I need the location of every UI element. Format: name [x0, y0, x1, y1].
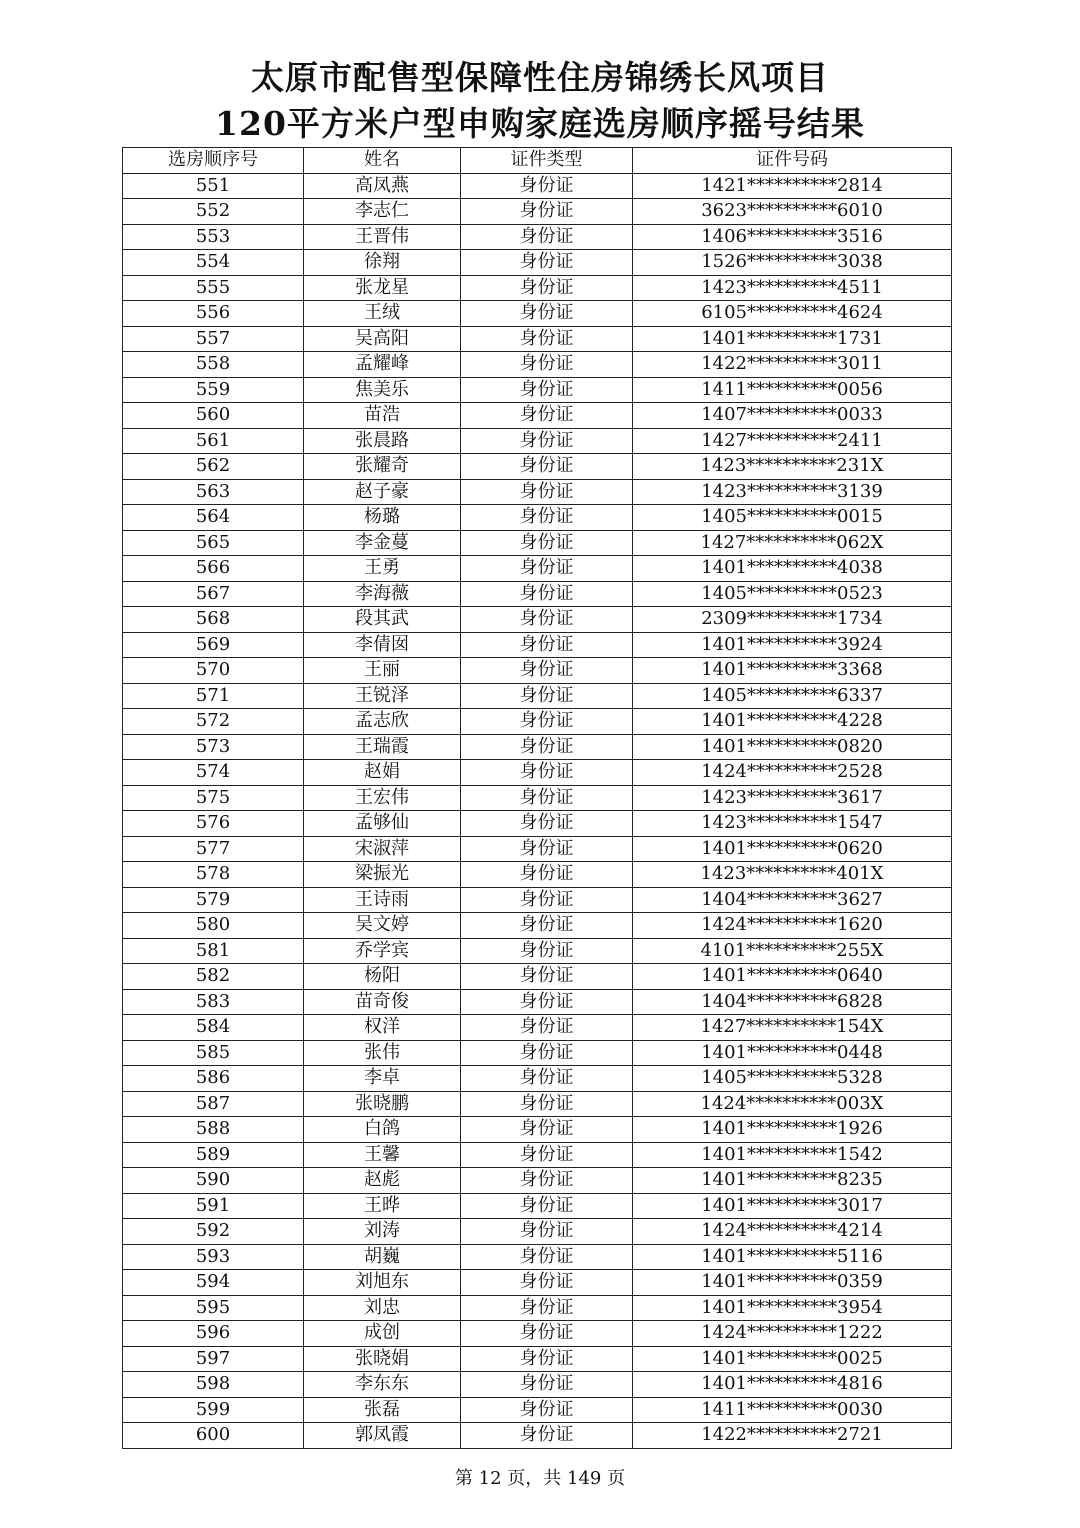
- id-number-cell: 1421**********2814: [633, 173, 952, 199]
- id-number-cell: 1407**********0033: [633, 403, 952, 429]
- table-header-row: [123, 148, 952, 174]
- name-cell: 乔学宾: [304, 938, 461, 964]
- table-row: [123, 989, 952, 1015]
- order-number-cell: 581: [123, 938, 304, 964]
- id-type-cell: 身份证: [461, 836, 633, 862]
- order-number-cell: 580: [123, 913, 304, 939]
- order-number-cell: 591: [123, 1193, 304, 1219]
- order-number-cell: 579: [123, 887, 304, 913]
- order-number-cell: 555: [123, 275, 304, 301]
- order-number-cell: 566: [123, 556, 304, 582]
- header-name: 姓名: [304, 148, 461, 174]
- name-cell: 王瑞霞: [304, 734, 461, 760]
- id-type-cell: 身份证: [461, 760, 633, 786]
- id-type-cell: 身份证: [461, 989, 633, 1015]
- name-cell: 段其武: [304, 607, 461, 633]
- name-cell: 王晔: [304, 1193, 461, 1219]
- id-type-cell: 身份证: [461, 862, 633, 888]
- id-number-cell: 1406**********3516: [633, 224, 952, 250]
- table-row: [123, 1142, 952, 1168]
- id-type-cell: 身份证: [461, 887, 633, 913]
- header-id-type: 证件类型: [461, 148, 633, 174]
- id-number-cell: 1401**********3924: [633, 632, 952, 658]
- id-type-cell: 身份证: [461, 428, 633, 454]
- name-cell: 杨璐: [304, 505, 461, 531]
- order-number-cell: 565: [123, 530, 304, 556]
- id-type-cell: 身份证: [461, 250, 633, 276]
- table-row: [123, 1346, 952, 1372]
- order-number-cell: 567: [123, 581, 304, 607]
- id-type-cell: 身份证: [461, 1244, 633, 1270]
- id-type-cell: 身份证: [461, 224, 633, 250]
- name-cell: 李志仁: [304, 199, 461, 225]
- table-row: [123, 1117, 952, 1143]
- id-type-cell: 身份证: [461, 1015, 633, 1041]
- table-row: [123, 760, 952, 786]
- name-cell: 张龙星: [304, 275, 461, 301]
- id-type-cell: 身份证: [461, 1168, 633, 1194]
- name-cell: 焦美乐: [304, 377, 461, 403]
- id-number-cell: 1423**********3139: [633, 479, 952, 505]
- table-row: [123, 581, 952, 607]
- id-type-cell: 身份证: [461, 632, 633, 658]
- id-type-cell: 身份证: [461, 1117, 633, 1143]
- name-cell: 王勇: [304, 556, 461, 582]
- name-cell: 李东东: [304, 1372, 461, 1398]
- id-number-cell: 1422**********3011: [633, 352, 952, 378]
- table-row: [123, 199, 952, 225]
- id-type-cell: 身份证: [461, 938, 633, 964]
- id-number-cell: 1424**********2528: [633, 760, 952, 786]
- id-type-cell: 身份证: [461, 1040, 633, 1066]
- name-cell: 王诗雨: [304, 887, 461, 913]
- name-cell: 吴高阳: [304, 326, 461, 352]
- order-number-cell: 588: [123, 1117, 304, 1143]
- table-row: [123, 913, 952, 939]
- table-row: [123, 505, 952, 531]
- order-number-cell: 570: [123, 658, 304, 684]
- name-cell: 吴文婷: [304, 913, 461, 939]
- name-cell: 刘旭东: [304, 1270, 461, 1296]
- order-number-cell: 584: [123, 1015, 304, 1041]
- id-number-cell: 1423**********401X: [633, 862, 952, 888]
- order-number-cell: 569: [123, 632, 304, 658]
- id-number-cell: 1411**********0030: [633, 1397, 952, 1423]
- name-cell: 成创: [304, 1321, 461, 1347]
- id-type-cell: 身份证: [461, 1193, 633, 1219]
- order-number-cell: 558: [123, 352, 304, 378]
- id-number-cell: 1411**********0056: [633, 377, 952, 403]
- id-number-cell: 1424**********1222: [633, 1321, 952, 1347]
- id-type-cell: 身份证: [461, 505, 633, 531]
- table-row: [123, 352, 952, 378]
- id-number-cell: 1401**********5116: [633, 1244, 952, 1270]
- id-number-cell: 3623**********6010: [633, 199, 952, 225]
- order-number-cell: 578: [123, 862, 304, 888]
- id-number-cell: 1401**********4816: [633, 1372, 952, 1398]
- id-number-cell: 1401**********1926: [633, 1117, 952, 1143]
- id-type-cell: 身份证: [461, 556, 633, 582]
- id-type-cell: 身份证: [461, 1142, 633, 1168]
- table-row: [123, 785, 952, 811]
- id-type-cell: 身份证: [461, 1372, 633, 1398]
- table-row: [123, 734, 952, 760]
- table-row: [123, 1372, 952, 1398]
- id-number-cell: 1405**********5328: [633, 1066, 952, 1092]
- table-row: [123, 1270, 952, 1296]
- order-number-cell: 589: [123, 1142, 304, 1168]
- id-number-cell: 1401**********1542: [633, 1142, 952, 1168]
- id-number-cell: 1401**********1731: [633, 326, 952, 352]
- id-number-cell: 2309**********1734: [633, 607, 952, 633]
- name-cell: 王锐泽: [304, 683, 461, 709]
- order-number-cell: 553: [123, 224, 304, 250]
- order-number-cell: 572: [123, 709, 304, 735]
- id-number-cell: 1401**********0640: [633, 964, 952, 990]
- lottery-result-table: [122, 147, 952, 1449]
- name-cell: 孟耀峰: [304, 352, 461, 378]
- order-number-cell: 595: [123, 1295, 304, 1321]
- id-type-cell: 身份证: [461, 199, 633, 225]
- table-row: [123, 454, 952, 480]
- id-number-cell: 1401**********4038: [633, 556, 952, 582]
- order-number-cell: 556: [123, 301, 304, 327]
- table-row: [123, 275, 952, 301]
- id-type-cell: 身份证: [461, 785, 633, 811]
- table-row: [123, 224, 952, 250]
- id-number-cell: 1427**********062X: [633, 530, 952, 556]
- order-number-cell: 559: [123, 377, 304, 403]
- name-cell: 李金蔓: [304, 530, 461, 556]
- name-cell: 张耀奇: [304, 454, 461, 480]
- name-cell: 张晨路: [304, 428, 461, 454]
- name-cell: 白鸽: [304, 1117, 461, 1143]
- id-type-cell: 身份证: [461, 301, 633, 327]
- name-cell: 权洋: [304, 1015, 461, 1041]
- order-number-cell: 593: [123, 1244, 304, 1270]
- table-row: [123, 862, 952, 888]
- id-type-cell: 身份证: [461, 964, 633, 990]
- id-number-cell: 1405**********6337: [633, 683, 952, 709]
- table-row: [123, 632, 952, 658]
- document-title-line1: 太原市配售型保障性住房锦绣长风项目: [251, 58, 829, 97]
- id-number-cell: 1401**********0025: [633, 1346, 952, 1372]
- table-row: [123, 938, 952, 964]
- name-cell: 赵子豪: [304, 479, 461, 505]
- id-number-cell: 1424**********1620: [633, 913, 952, 939]
- id-number-cell: 1405**********0015: [633, 505, 952, 531]
- id-type-cell: 身份证: [461, 581, 633, 607]
- order-number-cell: 574: [123, 760, 304, 786]
- id-number-cell: 1404**********3627: [633, 887, 952, 913]
- name-cell: 王晋伟: [304, 224, 461, 250]
- id-type-cell: 身份证: [461, 709, 633, 735]
- id-number-cell: 1424**********003X: [633, 1091, 952, 1117]
- name-cell: 苗浩: [304, 403, 461, 429]
- table-row: [123, 887, 952, 913]
- order-number-cell: 582: [123, 964, 304, 990]
- id-type-cell: 身份证: [461, 734, 633, 760]
- name-cell: 郭凤霞: [304, 1423, 461, 1449]
- name-cell: 刘忠: [304, 1295, 461, 1321]
- name-cell: 张伟: [304, 1040, 461, 1066]
- name-cell: 徐翔: [304, 250, 461, 276]
- id-type-cell: 身份证: [461, 607, 633, 633]
- order-number-cell: 598: [123, 1372, 304, 1398]
- id-number-cell: 4101**********255X: [633, 938, 952, 964]
- id-type-cell: 身份证: [461, 326, 633, 352]
- table-row: [123, 250, 952, 276]
- order-number-cell: 576: [123, 811, 304, 837]
- order-number-cell: 577: [123, 836, 304, 862]
- name-cell: 刘涛: [304, 1219, 461, 1245]
- table-row: [123, 556, 952, 582]
- order-number-cell: 571: [123, 683, 304, 709]
- id-type-cell: 身份证: [461, 811, 633, 837]
- table-row: [123, 301, 952, 327]
- name-cell: 李卓: [304, 1066, 461, 1092]
- id-type-cell: 身份证: [461, 352, 633, 378]
- id-type-cell: 身份证: [461, 275, 633, 301]
- id-number-cell: 1424**********4214: [633, 1219, 952, 1245]
- id-number-cell: 1526**********3038: [633, 250, 952, 276]
- id-number-cell: 1401**********3017: [633, 1193, 952, 1219]
- order-number-cell: 552: [123, 199, 304, 225]
- table-row: [123, 683, 952, 709]
- order-number-cell: 594: [123, 1270, 304, 1296]
- id-type-cell: 身份证: [461, 530, 633, 556]
- order-number-cell: 568: [123, 607, 304, 633]
- name-cell: 张晓鹏: [304, 1091, 461, 1117]
- order-number-cell: 560: [123, 403, 304, 429]
- id-number-cell: 1401**********4228: [633, 709, 952, 735]
- table-row: [123, 173, 952, 199]
- table-row: [123, 1015, 952, 1041]
- id-type-cell: 身份证: [461, 1346, 633, 1372]
- table-row: [123, 1423, 952, 1449]
- table-row: [123, 530, 952, 556]
- id-number-cell: 1427**********2411: [633, 428, 952, 454]
- id-type-cell: 身份证: [461, 454, 633, 480]
- document-title-line2: 120平方米户型申购家庭选房顺序摇号结果: [215, 104, 865, 143]
- id-type-cell: 身份证: [461, 479, 633, 505]
- header-id-number: 证件号码: [633, 148, 952, 174]
- name-cell: 李海薇: [304, 581, 461, 607]
- table-row: [123, 1091, 952, 1117]
- order-number-cell: 561: [123, 428, 304, 454]
- id-type-cell: 身份证: [461, 377, 633, 403]
- id-number-cell: 1423**********231X: [633, 454, 952, 480]
- id-number-cell: 1401**********8235: [633, 1168, 952, 1194]
- id-number-cell: 1405**********0523: [633, 581, 952, 607]
- id-type-cell: 身份证: [461, 1397, 633, 1423]
- id-number-cell: 1401**********0820: [633, 734, 952, 760]
- order-number-cell: 596: [123, 1321, 304, 1347]
- id-type-cell: 身份证: [461, 1091, 633, 1117]
- name-cell: 胡巍: [304, 1244, 461, 1270]
- table-row: [123, 964, 952, 990]
- table-row: [123, 1040, 952, 1066]
- order-number-cell: 586: [123, 1066, 304, 1092]
- name-cell: 王馨: [304, 1142, 461, 1168]
- name-cell: 孟志欣: [304, 709, 461, 735]
- order-number-cell: 587: [123, 1091, 304, 1117]
- id-number-cell: 1423**********3617: [633, 785, 952, 811]
- id-type-cell: 身份证: [461, 658, 633, 684]
- order-number-cell: 573: [123, 734, 304, 760]
- id-number-cell: 1401**********3368: [633, 658, 952, 684]
- page-footer: 第 12 页，共 149 页: [454, 1468, 626, 1489]
- name-cell: 孟够仙: [304, 811, 461, 837]
- table-row: [123, 1295, 952, 1321]
- order-number-cell: 551: [123, 173, 304, 199]
- order-number-cell: 599: [123, 1397, 304, 1423]
- name-cell: 李倩囡: [304, 632, 461, 658]
- table-row: [123, 403, 952, 429]
- table-row: [123, 1244, 952, 1270]
- table-row: [123, 836, 952, 862]
- id-number-cell: 1423**********1547: [633, 811, 952, 837]
- name-cell: 杨阳: [304, 964, 461, 990]
- id-type-cell: 身份证: [461, 1219, 633, 1245]
- id-type-cell: 身份证: [461, 1295, 633, 1321]
- table-row: [123, 1219, 952, 1245]
- order-number-cell: 583: [123, 989, 304, 1015]
- name-cell: 宋淑萍: [304, 836, 461, 862]
- id-number-cell: 1401**********3954: [633, 1295, 952, 1321]
- id-number-cell: 1422**********2721: [633, 1423, 952, 1449]
- name-cell: 赵彪: [304, 1168, 461, 1194]
- order-number-cell: 575: [123, 785, 304, 811]
- order-number-cell: 592: [123, 1219, 304, 1245]
- table-row: [123, 326, 952, 352]
- name-cell: 梁振光: [304, 862, 461, 888]
- id-type-cell: 身份证: [461, 1270, 633, 1296]
- name-cell: 王宏伟: [304, 785, 461, 811]
- id-number-cell: 1401**********0448: [633, 1040, 952, 1066]
- id-type-cell: 身份证: [461, 1321, 633, 1347]
- table-row: [123, 709, 952, 735]
- name-cell: 高凤燕: [304, 173, 461, 199]
- order-number-cell: 600: [123, 1423, 304, 1449]
- id-number-cell: 1427**********154X: [633, 1015, 952, 1041]
- table-row: [123, 1321, 952, 1347]
- name-cell: 张磊: [304, 1397, 461, 1423]
- order-number-cell: 562: [123, 454, 304, 480]
- table-row: [123, 479, 952, 505]
- name-cell: 王丽: [304, 658, 461, 684]
- order-number-cell: 585: [123, 1040, 304, 1066]
- name-cell: 苗奇俊: [304, 989, 461, 1015]
- order-number-cell: 563: [123, 479, 304, 505]
- table-row: [123, 1397, 952, 1423]
- id-number-cell: 6105**********4624: [633, 301, 952, 327]
- id-type-cell: 身份证: [461, 1423, 633, 1449]
- id-number-cell: 1404**********6828: [633, 989, 952, 1015]
- table-row: [123, 811, 952, 837]
- id-type-cell: 身份证: [461, 1066, 633, 1092]
- table-row: [123, 1066, 952, 1092]
- table-row: [123, 1193, 952, 1219]
- table-row: [123, 1168, 952, 1194]
- id-type-cell: 身份证: [461, 403, 633, 429]
- table-row: [123, 607, 952, 633]
- id-type-cell: 身份证: [461, 683, 633, 709]
- order-number-cell: 597: [123, 1346, 304, 1372]
- table-row: [123, 428, 952, 454]
- id-number-cell: 1401**********0620: [633, 836, 952, 862]
- name-cell: 赵娟: [304, 760, 461, 786]
- table-row: [123, 658, 952, 684]
- order-number-cell: 557: [123, 326, 304, 352]
- id-number-cell: 1423**********4511: [633, 275, 952, 301]
- id-type-cell: 身份证: [461, 173, 633, 199]
- id-type-cell: 身份证: [461, 913, 633, 939]
- header-order-number: 选房顺序号: [123, 148, 304, 174]
- table-row: [123, 377, 952, 403]
- id-number-cell: 1401**********0359: [633, 1270, 952, 1296]
- name-cell: 王绒: [304, 301, 461, 327]
- name-cell: 张晓娟: [304, 1346, 461, 1372]
- order-number-cell: 590: [123, 1168, 304, 1194]
- order-number-cell: 554: [123, 250, 304, 276]
- order-number-cell: 564: [123, 505, 304, 531]
